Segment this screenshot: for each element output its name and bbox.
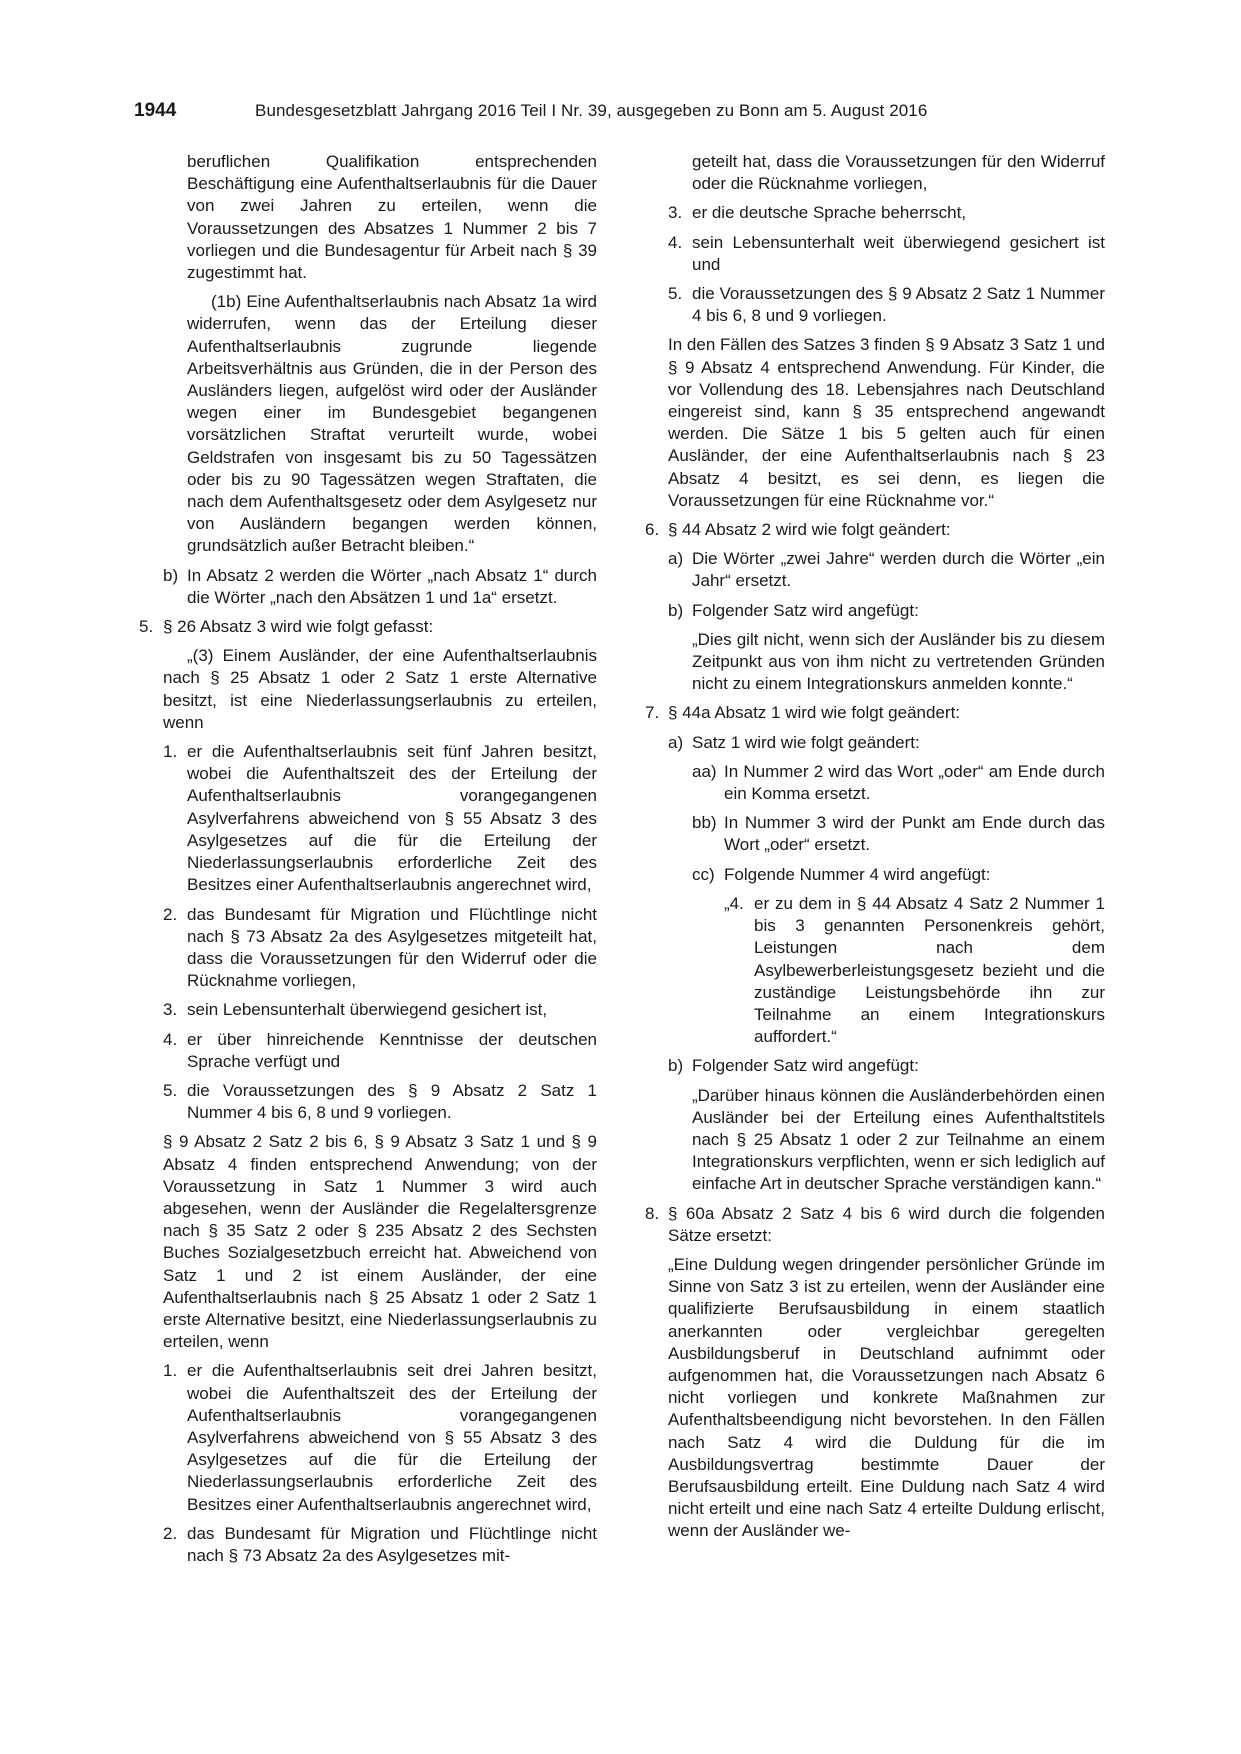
item-text: In Nummer 2 wird das Wort „oder“ am Ende durch ein Komma ersetzt. bbox=[724, 761, 1105, 804]
item-label: b) bbox=[163, 565, 179, 585]
paragraph: § 9 Absatz 2 Satz 2 bis 6, § 9 Absatz 3 Satz 1 und § 9 Absatz 4 finden entsprechend Anwendung; von der Voraussetzung in Satz 1 Nummer 3 wird auch abgesehen, wenn der Ausländer die Regelaltersgrenze nach § 35 Satz 2 oder § 235 Absatz 2 des Sechsten Buches Sozialgesetzbuch erreicht hat. Abweichend von Satz 1 und 2 ist einem Ausländer, der eine Aufenthaltserlaubnis nach § 25 Absatz 1 oder 2 Satz 1 erste Alternative besitzt, eine Niederlassungserlaubnis zu erteilen, wenn bbox=[163, 1132, 597, 1352]
item-label: 3. bbox=[163, 1000, 178, 1020]
list-item bbox=[163, 1360, 597, 1515]
item-label: 4. bbox=[163, 1029, 178, 1049]
item-text: sein Lebensunterhalt überwiegend gesichert ist, bbox=[187, 1000, 548, 1020]
item-label: 1. bbox=[163, 742, 178, 762]
quote-paragraph: „Dies gilt nicht, wenn sich der Ausländer bis zu diesem Zeitpunkt aus von ihm nicht zu vertretenden Gründen nicht zu einem Integrationskurs anmelden konnte.“ bbox=[692, 629, 1105, 694]
list-item-5 bbox=[139, 616, 597, 638]
item-text: § 44a Absatz 1 wird wie folgt geändert: bbox=[668, 703, 961, 723]
item-label: 5. bbox=[668, 284, 683, 304]
item-text: die Voraussetzungen des § 9 Absatz 2 Satz 1 Nummer 4 bis 6, 8 und 9 vorliegen. bbox=[692, 284, 1105, 326]
item-label: 8. bbox=[645, 1203, 660, 1223]
item-label: bb) bbox=[692, 813, 717, 833]
list-item bbox=[645, 1055, 1105, 1077]
list-item bbox=[163, 1029, 597, 1073]
item-text: sein Lebensunterhalt weit überwiegend gesichert ist und bbox=[692, 232, 1105, 274]
item-label: 5. bbox=[163, 1080, 178, 1100]
paragraph: beruflichen Qualifikation entsprechenden Beschäftigung eine Aufenthaltserlaubnis für die Dauer von zwei Jahren zu erteilen, wenn die Voraussetzungen des Absatzes 1 Nummer 2 bis 7 vorliegen und die Bundesagentur für Arbeit nach § 39 zugestimmt hat. bbox=[187, 152, 597, 283]
item-text: er die deutsche Sprache beherrscht, bbox=[692, 203, 967, 223]
item-text: In Absatz 2 werden die Wörter „nach Absatz 1“ durch die Wörter „nach den Absätzen 1 und 1a“ ersetzt. bbox=[187, 565, 597, 607]
item-label: 2. bbox=[163, 1523, 178, 1543]
list-item bbox=[163, 741, 597, 896]
item-text: In Nummer 3 wird der Punkt am Ende durch das Wort „oder“ ersetzt. bbox=[724, 813, 1105, 855]
list-item bbox=[645, 812, 1105, 856]
item-label: 4. bbox=[668, 232, 683, 252]
item-label: a) bbox=[668, 549, 684, 569]
list-item bbox=[163, 1523, 597, 1567]
item-text: Folgende Nummer 4 wird angefügt: bbox=[724, 864, 991, 884]
item-text: Folgender Satz wird angefügt: bbox=[692, 1056, 919, 1076]
item-text: § 60a Absatz 2 Satz 4 bis 6 wird durch die folgenden Sätze ersetzt: bbox=[668, 1203, 1105, 1245]
list-item bbox=[163, 1080, 597, 1124]
paragraph: In den Fällen des Satzes 3 finden § 9 Absatz 3 Satz 1 und § 9 Absatz 4 entsprechend Anwendung. Für Kinder, die vor Vollendung des 18. Lebensjahres nach Deutschland eingereist sind, kann § 35 entsprechend angewandt werden. Die Sätze 1 bis 5 gelten auch für einen Ausländer, der eine Aufenthaltserlaubnis nach § 23 Absatz 4 besitzt, es sei denn, es liegen die Voraussetzungen für eine Rücknahme vor.“ bbox=[668, 335, 1105, 510]
item-text: er die Aufenthaltserlaubnis seit drei Jahren besitzt, wobei die Aufenthaltszeit des der Erteilung der Aufenthaltserlaubnis vorangegangenen Asylverfahrens abweichend von § 55 Absatz 3 des Asylgesetzes auf die für die Erteilung der Niederlassungserlaubnis erforderliche Zeit des Besitzes einer Aufenthaltserlaubnis angerechnet wird, bbox=[187, 1361, 597, 1514]
quote-paragraph: „Eine Duldung wegen dringender persönlicher Gründe im Sinne von Satz 3 ist zu erteilen, wenn der Ausländer eine qualifizierte Berufsausbildung in einem staatlich anerkannten oder vergleichbar geregelten Ausbildungsberuf in Deutschland aufnimmt oder aufgenommen hat, die Voraussetzungen nach Absatz 6 nicht vorliegen und konkrete Maßnahmen zur Aufenthaltsbeendigung nicht bevorstehen. In den Fällen nach Satz 4 wird die Duldung für die im Ausbildungsvertrag bestimmte Dauer der Berufsausbildung erteilt. Eine Duldung nach Satz 4 wird nicht erteilt und eine nach Satz 4 erteilte Duldung erlischt, wenn der Ausländer we- bbox=[668, 1254, 1105, 1541]
item-label: b) bbox=[668, 1056, 684, 1076]
item-text: Folgender Satz wird angefügt: bbox=[692, 600, 919, 620]
page-header bbox=[134, 100, 994, 124]
list-item bbox=[645, 864, 1105, 886]
item-label: a) bbox=[668, 732, 684, 752]
item-text: das Bundesamt für Migration und Flüchtlinge nicht nach § 73 Absatz 2a des Asylgesetzes mit- bbox=[187, 1523, 597, 1565]
item-label: 3. bbox=[668, 203, 683, 223]
list-item bbox=[645, 202, 1105, 224]
item-text: die Voraussetzungen des § 9 Absatz 2 Satz 1 Nummer 4 bis 6, 8 und 9 vorliegen. bbox=[187, 1080, 597, 1123]
list-item-7 bbox=[645, 702, 1105, 724]
left-column bbox=[139, 151, 597, 1567]
item-label: 1. bbox=[163, 1361, 178, 1381]
list-item bbox=[645, 761, 1105, 805]
item-label: aa) bbox=[692, 761, 717, 781]
list-item bbox=[645, 283, 1105, 327]
item-label: 7. bbox=[645, 703, 660, 723]
item-label: b) bbox=[668, 600, 684, 620]
item-text: das Bundesamt für Migration und Flüchtlinge nicht nach § 73 Absatz 2a des Asylgesetzes mitgeteilt hat, dass die Voraussetzungen für den Widerruf oder die Rücknahme vorliegen, bbox=[187, 904, 597, 991]
quote-paragraph: „Darüber hinaus können die Ausländerbehörden einen Ausländer bei der Erteilung eines Aufenthaltstitels nach § 25 Absatz 1 oder 2 zur Teilnahme an einem Integrationskurs verpflichten, wenn er sich lediglich auf einfache Art in deutscher Sprache verständigen kann.“ bbox=[692, 1085, 1105, 1194]
running-title: Bundesgesetzblatt Jahrgang 2016 Teil I Nr. 39, ausgegeben zu Bonn am 5. August 2016 bbox=[255, 101, 928, 120]
quote-paragraph-3: „(3) Einem Ausländer, der eine Aufenthaltserlaubnis nach § 25 Absatz 1 oder 2 Satz 1 erste Alternative besitzt, ist eine Niederlassungserlaubnis zu erteilen, wenn bbox=[163, 646, 597, 732]
item-text: Satz 1 wird wie folgt geändert: bbox=[692, 732, 920, 752]
item-text: § 26 Absatz 3 wird wie folgt gefasst: bbox=[163, 617, 434, 637]
item-label: 6. bbox=[645, 520, 660, 540]
item-label: „4. bbox=[724, 893, 744, 913]
item-text: er zu dem in § 44 Absatz 4 Satz 2 Nummer 1 bis 3 genannten Personenkreis gehört, Leistungen nach dem Asylbewerberleistungsgesetz bezieht und die zuständige Leistungsbehörde ihn zur Teilnahme an einem Integrationskurs auffordert.“ bbox=[754, 893, 1105, 1047]
item-text: § 44 Absatz 2 wird wie folgt geändert: bbox=[668, 520, 951, 540]
list-item bbox=[645, 600, 1105, 622]
list-item-8 bbox=[645, 1203, 1105, 1247]
item-text: er die Aufenthaltserlaubnis seit fünf Jahren besitzt, wobei die Aufenthaltszeit des der Erteilung der Aufenthaltserlaubnis vorangegangenen Asylverfahrens abweichend von § 55 Absatz 3 des Asylgesetzes auf die für die Erteilung der Niederlassungserlaubnis erforderliche Zeit des Besitzes einer Aufenthaltserlaubnis angerechnet wird, bbox=[187, 742, 597, 895]
paragraph-1b: (1b) Eine Aufenthaltserlaubnis nach Absatz 1a wird widerrufen, wenn das der Erteilung dieser Aufenthaltserlaubnis zugrunde liegende Arbeitsverhältnis aus Gründen, die in der Person des Ausländers liegen, aufgelöst wird oder der Ausländer wegen einer im Bundesgebiet begangenen vorsätzlichen Straftat verurteilt wurde, wobei Geldstrafen von insgesamt bis zu 50 Tagessätzen oder bis zu 90 Tagessätzen wegen Straftaten, die nach dem Aufenthaltsgesetz oder dem Asylgesetz nur von Ausländern begangen werden können, grundsätzlich außer Betracht bleiben.“ bbox=[187, 292, 597, 556]
list-item bbox=[645, 548, 1105, 592]
right-column bbox=[645, 151, 1105, 1543]
item-label: 2. bbox=[163, 904, 178, 924]
list-item bbox=[163, 904, 597, 993]
list-item bbox=[163, 999, 597, 1021]
paragraph: geteilt hat, dass die Voraussetzungen für den Widerruf oder die Rücknahme vorliegen, bbox=[692, 152, 1105, 194]
list-item bbox=[645, 232, 1105, 276]
item-text: er über hinreichende Kenntnisse der deutschen Sprache verfügt und bbox=[187, 1029, 597, 1071]
list-item-b bbox=[163, 565, 597, 609]
list-item-6 bbox=[645, 519, 1105, 541]
item-label: 5. bbox=[139, 617, 154, 637]
page-number: 1944 bbox=[134, 100, 177, 121]
item-label: cc) bbox=[692, 864, 715, 884]
item-text: Die Wörter „zwei Jahre“ werden durch die Wörter „ein Jahr“ ersetzt. bbox=[692, 549, 1105, 591]
list-item bbox=[645, 893, 1105, 1048]
list-item bbox=[645, 732, 1105, 754]
